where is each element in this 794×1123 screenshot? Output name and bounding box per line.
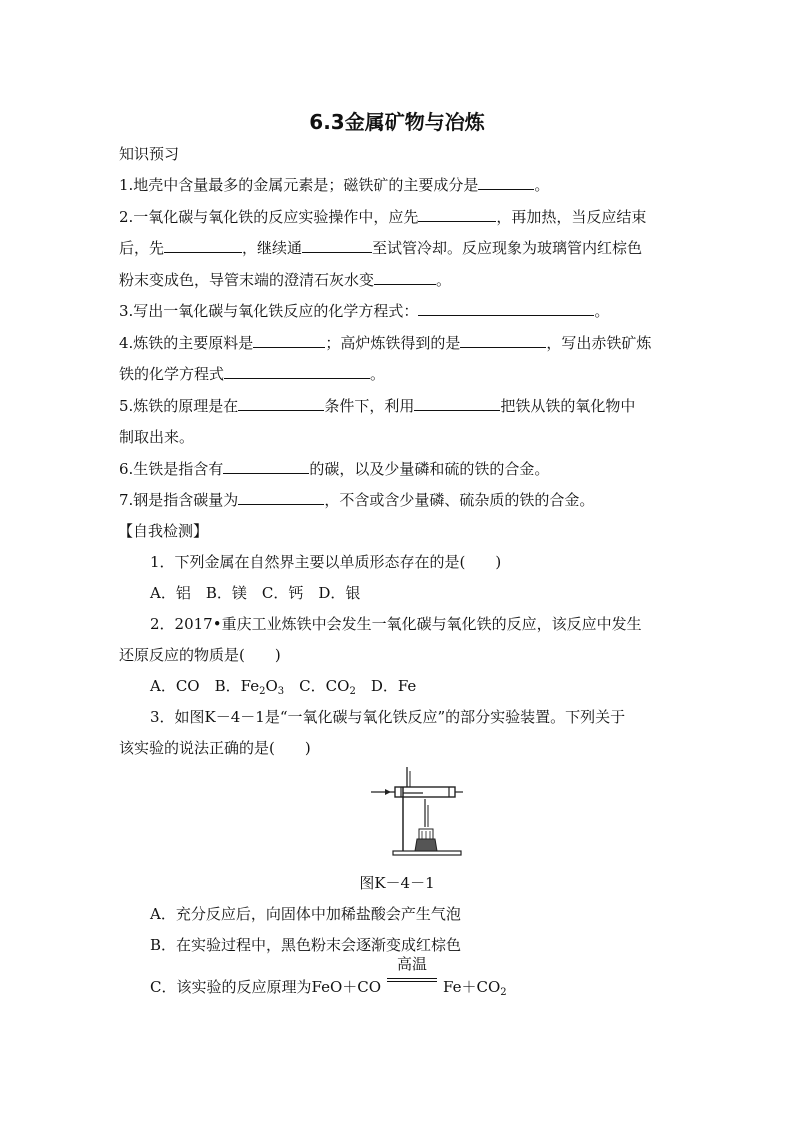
answer-blank[interactable] [224,364,370,379]
preview-question-1: 1.地壳中含量最多的金属元素是；磁铁矿的主要成分是 。 [119,176,550,194]
answer-blank[interactable] [418,207,496,222]
preview-question-2-cont: 后，先 ，继续通 至试管冷却。反应现象为玻璃管内红棕色 [119,239,643,257]
check-question-2-options: A．CO B．$Fe_2O_3$ C．$CO_2$ D．Fe [150,677,417,697]
check-question-3-stem-cont: 该实验的说法正确的是( ) [119,739,311,757]
check-question-1-options: A．铝 B．镁 C．钙 D．银 [150,584,361,602]
answer-blank[interactable] [418,301,594,316]
answer-blank[interactable] [253,333,325,348]
preview-question-6: 6.生铁是指含有 的碳，以及少量磷和硫的铁的合金。 [119,460,550,478]
page-title: 6.3金属矿物与冶炼 [309,110,485,134]
answer-blank[interactable] [374,270,436,285]
preview-question-4: 4.炼铁的主要原料是 ；高炉炼铁得到的是 ，写出赤铁矿炼 [119,334,652,352]
preview-question-2: 2.一氧化碳与氧化铁的反应实验操作中，应先 ，再加热，当反应结束 [119,208,647,226]
answer-blank[interactable] [238,396,324,411]
figure-caption: 图K－4－1 [359,874,435,892]
self-check-heading: 【自我检测】 [118,522,209,540]
preview-question-2-cont2: 粉末变成色，导管末端的澄清石灰水变 。 [119,271,452,289]
apparatus-figure [365,765,465,860]
check-question-3-option-a: A．充分反应后，向固体中加稀盐酸会产生气泡 [150,905,461,923]
answer-blank[interactable] [302,238,372,253]
check-question-3-option-c: C．该实验的反应原理为FeO＋CO 高温 $Fe+CO_2$ [150,955,507,998]
answer-blank[interactable] [414,396,500,411]
preview-question-5-cont: 制取出来。 [119,428,195,446]
preview-question-5: 5.炼铁的原理是在 条件下，利用 把铁从铁的氧化物中 [119,397,636,415]
check-question-3-option-b: B．在实验过程中，黑色粉末会逐渐变成红棕色 [150,936,462,954]
answer-blank[interactable] [223,459,309,474]
check-question-1-stem: 1．下列金属在自然界主要以单质形态存在的是( ) [150,553,502,571]
check-question-2-stem: 2．2017•重庆工业炼铁中会发生一氧化碳与氧化铁的反应，该反应中发生 [150,615,642,633]
preview-question-4-cont: 铁的化学方程式 。 [119,365,386,383]
preview-heading: 知识预习 [119,145,180,163]
answer-blank[interactable] [164,238,242,253]
answer-blank[interactable] [478,175,534,190]
answer-blank[interactable] [460,333,546,348]
reaction-arrow: 高温 [387,972,437,992]
preview-question-7: 7.钢是指含碳量为 ，不含或含少量磷、硫杂质的铁的合金。 [119,491,595,509]
preview-question-3: 3.写出一氧化碳与氧化铁反应的化学方程式： 。 [119,302,610,320]
check-question-2-stem-cont: 还原反应的物质是( ) [119,646,281,664]
check-question-3-stem: 3．如图K－4－1是“一氧化碳与氧化铁反应”的部分实验装置。下列关于 [150,708,626,726]
answer-blank[interactable] [238,490,324,505]
